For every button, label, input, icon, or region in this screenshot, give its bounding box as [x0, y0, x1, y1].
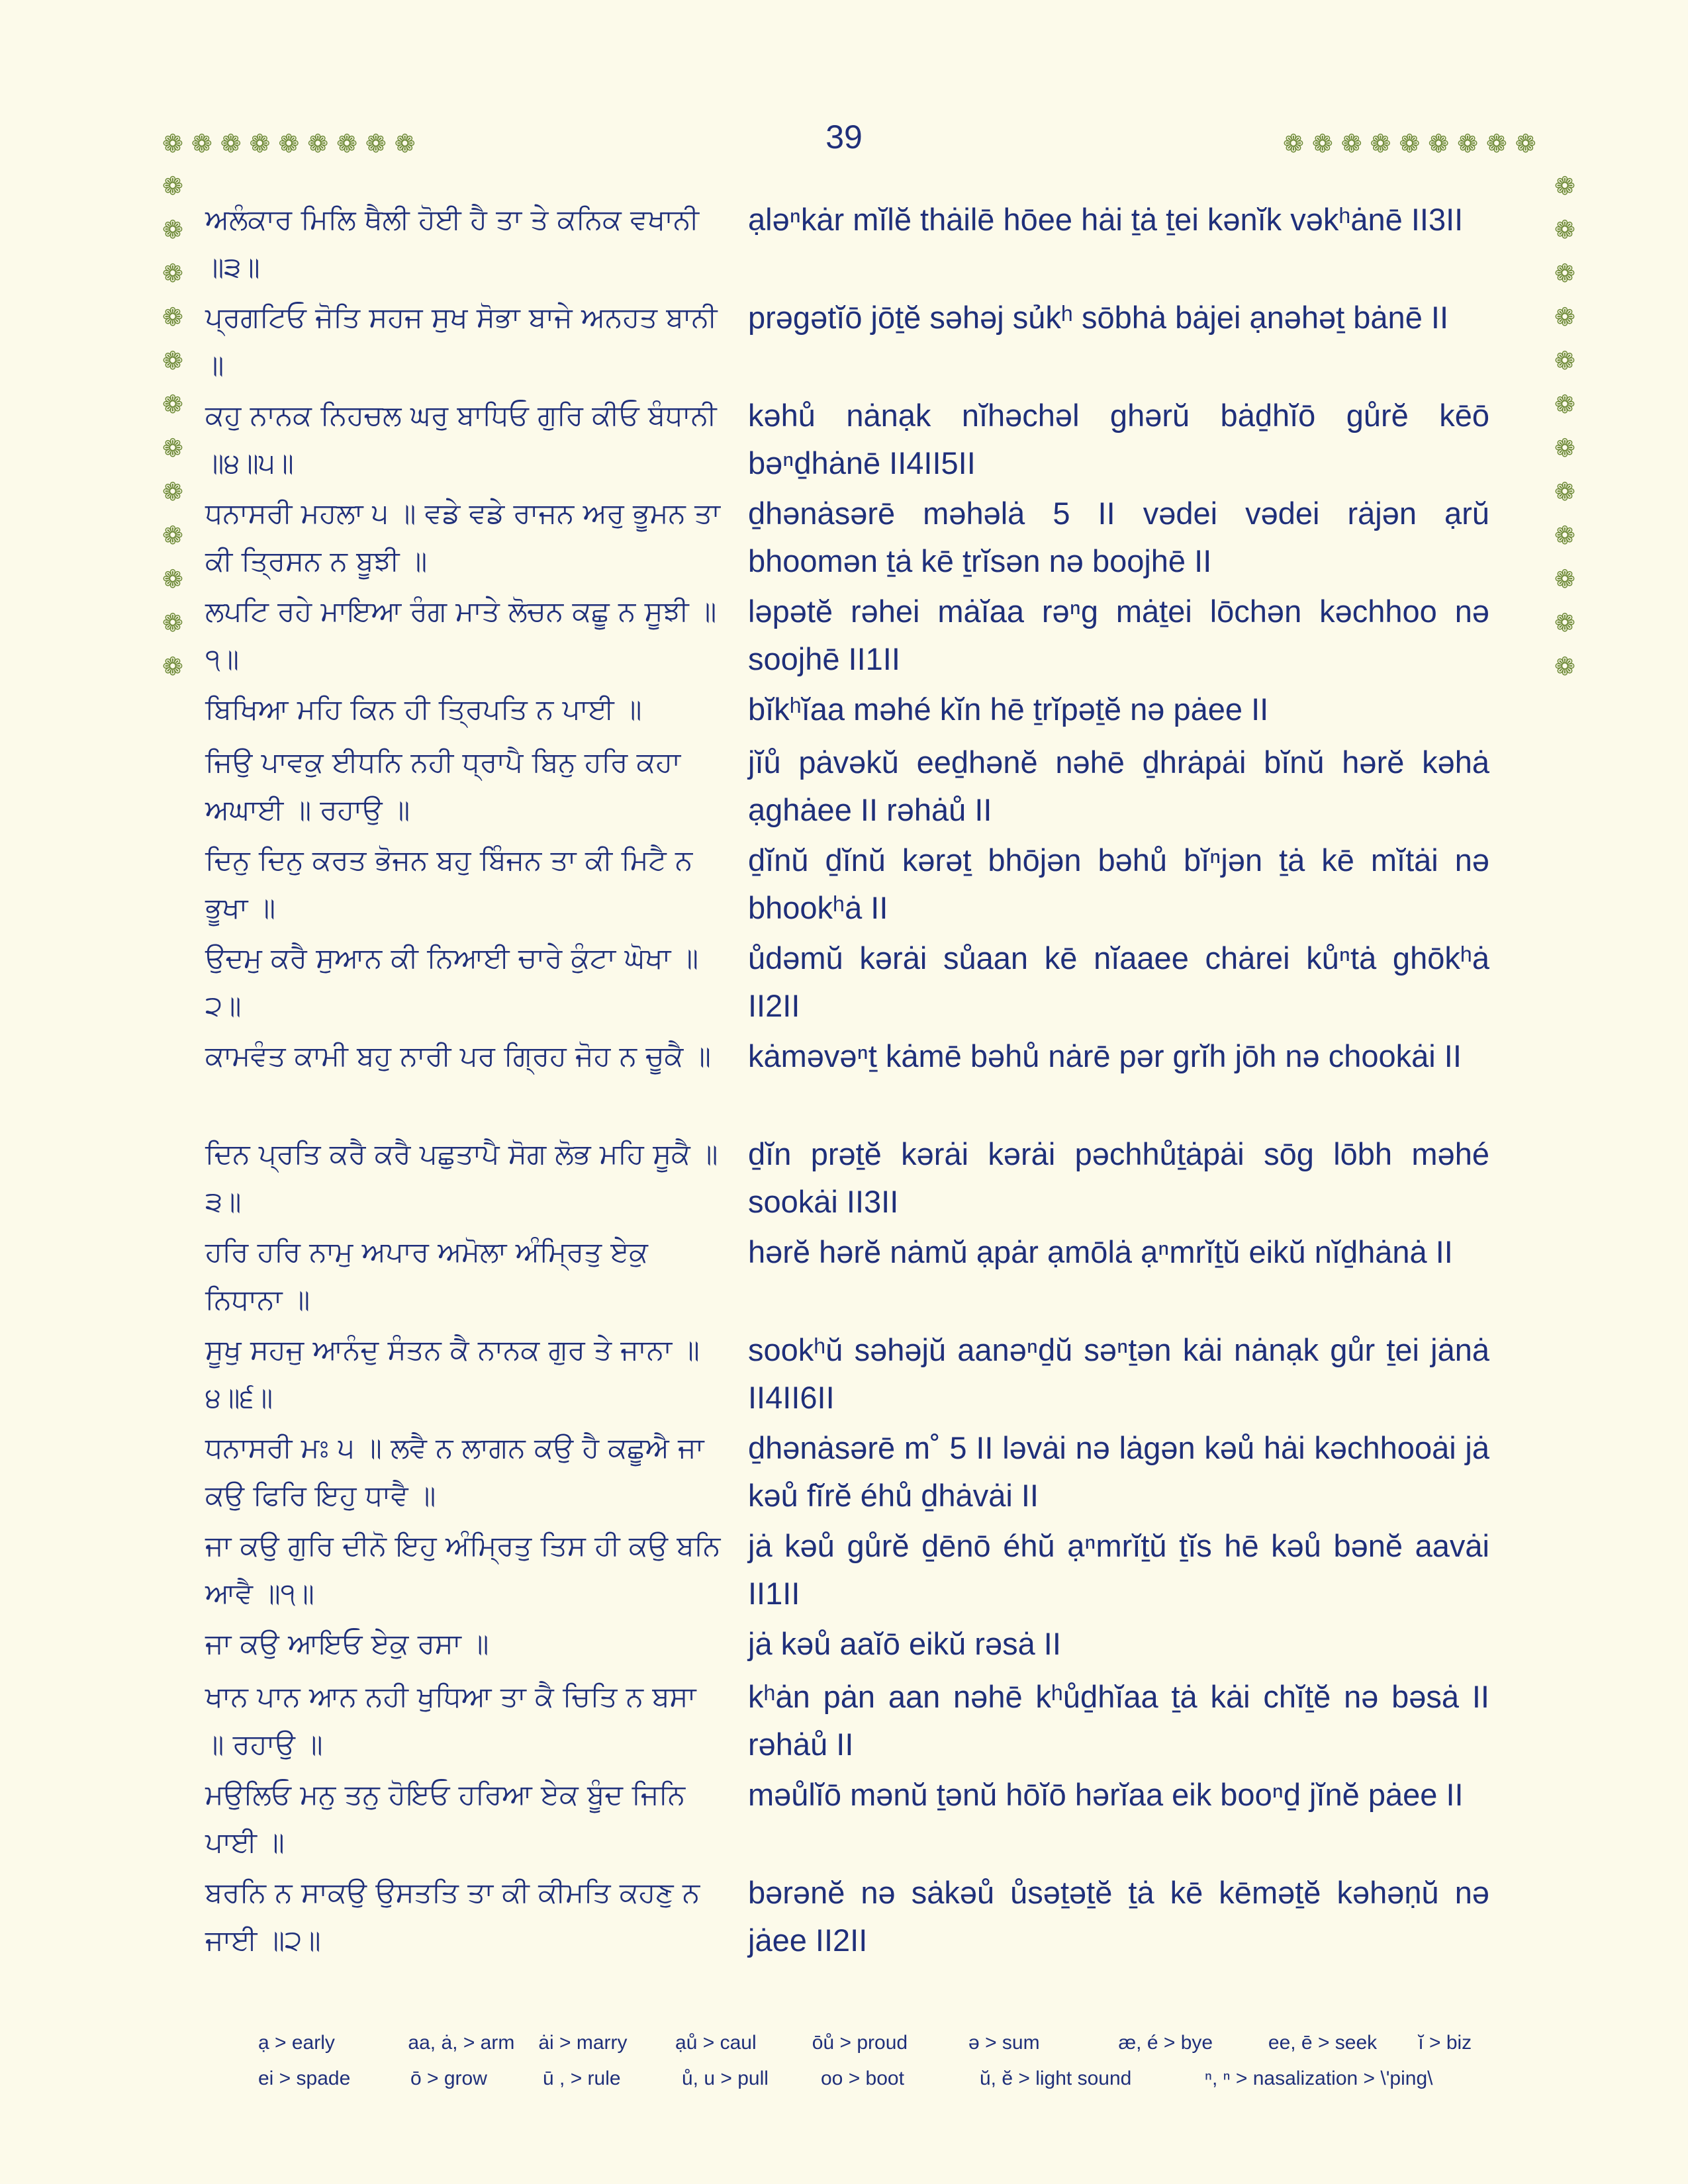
- transliteration-text: ḏhənȧsərē m˚ 5 II ləvȧi nə lȧgən kəů hȧi kəchhooȧi jȧ kəů fĭrĕ éhů ḏhȧvȧi II: [748, 1430, 1489, 1513]
- flower-ornament-icon: ❁: [1515, 129, 1536, 158]
- legend-item: oo > boot: [821, 2068, 904, 2089]
- legend-item: ȧi > marry: [538, 2032, 628, 2054]
- flower-ornament-icon: ❁: [162, 477, 183, 506]
- gurmukhi-text: ਜਿਉ ਪਾਵਕੁ ਈਧਨਿ ਨਹੀ ਧ੍ਰਾਪੈ ਬਿਨੁ ਹਰਿ ਕਹਾ ਅਘਾਈ ॥ ਰਹਾਉ ॥: [205, 746, 681, 826]
- verse-row: [205, 739, 1523, 837]
- gurmukhi-text: ਦਿਨੁ ਦਿਨੁ ਕਰਤ ਭੋਜਨ ਬਹੁ ਬਿੰਜਨ ਤਾ ਕੀ ਮਿਟੈ ਨ ਭੂਖਾ ॥: [205, 844, 693, 924]
- legend-item: ŭ, ĕ > light sound: [980, 2068, 1132, 2089]
- flower-ornament-icon: ❁: [1554, 433, 1575, 463]
- transliteration-text: bərənĕ nə sȧkəů ůsəṯəṯĕ ṯȧ kē kēməṯĕ kəhəṇŭ nə jȧee II2II: [748, 1875, 1489, 1958]
- verse-row: [205, 934, 1523, 1032]
- legend-row: [258, 2068, 1516, 2090]
- flower-ornament-icon: ❁: [1554, 259, 1575, 288]
- gurmukhi-text: ਧਨਾਸਰੀ ਮਃ ੫ ॥ ਲਵੈ ਨ ਲਾਗਨ ਕਉ ਹੈ ਕਛੂਐ ਜਾ ਕਉ ਫਿਰਿ ਇਹੁ ਧਾਵੈ ॥: [205, 1432, 704, 1512]
- verse-row: [205, 1326, 1523, 1424]
- gurmukhi-text: ਅਲੰਕਾਰ ਮਿਲਿ ਥੈਲੀ ਹੋਈ ਹੈ ਤਾ ਤੇ ਕਨਿਕ ਵਖਾਨੀ ॥੩॥: [205, 203, 699, 283]
- transliteration-text: kʰȧn pȧn aan nəhē kʰůḏhĭaa ṯȧ kȧi chĭṯĕ nə bəsȧ II rəhȧů II: [748, 1679, 1489, 1762]
- legend-item: æ, é > bye: [1118, 2032, 1213, 2054]
- gurmukhi-text: ਦਿਨ ਪ੍ਰਤਿ ਕਰੈ ਕਰੈ ਪਛੁਤਾਪੈ ਸੋਗ ਲੋਭ ਮਹਿ ਸੂਕੈ ॥੩॥: [205, 1138, 718, 1218]
- flower-ornament-icon: ❁: [162, 652, 183, 681]
- flower-ornament-icon: ❁: [336, 129, 357, 158]
- flower-ornament-icon: ❁: [1457, 129, 1478, 158]
- flower-ornament-icon: ❁: [1554, 521, 1575, 550]
- verse-row: [205, 196, 1523, 294]
- gurmukhi-text: ਸੂਖੁ ਸਹਜੁ ਆਨੰਦੁ ਸੰਤਨ ਕੈ ਨਾਨਕ ਗੁਰ ਤੇ ਜਾਨਾ ॥੪॥੬॥: [205, 1334, 700, 1414]
- flower-ornament-icon: ❁: [1554, 565, 1575, 594]
- flower-ornament-icon: ❁: [1340, 129, 1362, 158]
- verse-row: [205, 1522, 1523, 1620]
- legend-item: aa, ȧ, > arm: [408, 2032, 515, 2054]
- flower-ornament-icon: ❁: [162, 171, 183, 201]
- gurmukhi-text: ਧਨਾਸਰੀ ਮਹਲਾ ੫ ॥ ਵਡੇ ਵਡੇ ਰਾਜਨ ਅਰੁ ਭੂਮਨ ਤਾ ਕੀ ਤ੍ਰਿਸਨ ਨ ਬੂਝੀ ॥: [205, 497, 721, 577]
- verse-row: [205, 1424, 1523, 1522]
- flower-ornament-icon: ❁: [162, 302, 183, 332]
- verse-row: [205, 1130, 1523, 1228]
- flower-ornament-icon: ❁: [162, 608, 183, 637]
- legend-item: ĭ > biz: [1418, 2032, 1472, 2054]
- ornament-right-column: [1554, 173, 1575, 679]
- flower-ornament-icon: ❁: [162, 433, 183, 463]
- legend-item: ū , > rule: [543, 2068, 621, 2089]
- flower-ornament-icon: ❁: [1311, 129, 1333, 158]
- flower-ornament-icon: ❁: [162, 129, 183, 158]
- legend-item: ō > grow: [410, 2068, 487, 2089]
- transliteration-text: ləpətĕ rəhei mȧĭaa rəⁿg mȧṯei lōchən kəchhoo nə soojhē II1II: [748, 594, 1489, 676]
- verse-row: [205, 1771, 1523, 1869]
- legend-item: ạ > early: [258, 2032, 335, 2054]
- flower-ornament-icon: ❁: [278, 129, 300, 158]
- transliteration-text: prəgətĭō jōṯĕ səhəj sủkʰ sōbhȧ bȧjei ạnəhəṯ bȧnē II: [748, 300, 1449, 335]
- verse-row: [205, 1228, 1523, 1326]
- transliteration-text: kȧməvəⁿṯ kȧmē bəhů nȧrē pər grĭh jōh nə chookȧi II: [748, 1038, 1462, 1073]
- gurmukhi-text: ਮਉਲਿਓ ਮਨੁ ਤਨੁ ਹੋਇਓ ਹਰਿਆ ਏਕ ਬੂੰਦ ਜਿਨਿ ਪਾਈ ॥: [205, 1778, 686, 1858]
- transliteration-text: ḏĭn prəṯĕ kərȧi kərȧi pəchhůṯȧpȧi sōg lōbh məhé sookȧi II3II: [748, 1136, 1489, 1219]
- flower-ornament-icon: ❁: [1283, 129, 1304, 158]
- verse-row: [205, 490, 1523, 588]
- legend-item: ōů > proud: [812, 2032, 908, 2054]
- verse-row: [205, 686, 1523, 739]
- verse-row: [205, 1673, 1523, 1771]
- flower-ornament-icon: ❁: [1554, 477, 1575, 506]
- gurmukhi-text: ਜਾ ਕਉ ਆਇਓ ਏਕੁ ਰਸਾ ॥: [205, 1627, 489, 1660]
- gurmukhi-text: ਜਾ ਕਉ ਗੁਰਿ ਦੀਨੋ ਇਹੁ ਅੰਮ੍ਰਿਤੁ ਤਿਸ ਹੀ ਕਉ ਬਨਿ ਆਵੈ ॥੧॥: [205, 1529, 721, 1610]
- legend-row: [258, 2032, 1516, 2054]
- gurmukhi-text: ਕਾਮਵੰਤ ਕਾਮੀ ਬਹੁ ਨਾਰੀ ਪਰ ਗ੍ਰਿਹ ਜੋਹ ਨ ਚੂਕੈ ॥: [205, 1040, 711, 1072]
- transliteration-text: ḏhənȧsərē məhəlȧ 5 II vədei vədei rȧjən ạrŭ bhoomən ṯȧ kē ṯrĭsən nə boojhē II: [748, 496, 1489, 578]
- flower-ornament-icon: ❁: [162, 565, 183, 594]
- gurmukhi-text: ਖਾਨ ਪਾਨ ਆਨ ਨਹੀ ਖੁਧਿਆ ਤਾ ਕੈ ਚਿਤਿ ਨ ਬਸਾ ॥ ਰਹਾਉ ॥: [205, 1680, 696, 1760]
- gurmukhi-text: ਬਰਨਿ ਨ ਸਾਕਉ ਉਸਤਤਿ ਤਾ ਕੀ ਕੀਮਤਿ ਕਹਣੁ ਨ ਜਾਈ ॥੨॥: [205, 1876, 700, 1956]
- pronunciation-legend: [258, 2032, 1516, 2103]
- transliteration-text: məůlĭō mənŭ ṯənŭ hōĭō hərĭaa eik booⁿḏ jĭnĕ pȧee II: [748, 1777, 1464, 1812]
- ornament-left-column: [162, 173, 183, 679]
- transliteration-text: ḏĭnŭ ḏĭnŭ kərəṯ bhōjən bəhů bĭⁿjən ṯȧ kē mĭtȧi nə bhookʰȧ II: [748, 842, 1489, 925]
- gurmukhi-text: ਪ੍ਰਗਟਿਓ ਜੋਤਿ ਸਹਜ ਸੁਖ ਸੋਭਾ ਬਾਜੇ ਅਨਹਤ ਬਾਨੀ ॥: [205, 301, 718, 381]
- flower-ornament-icon: ❁: [1428, 129, 1450, 158]
- flower-ornament-icon: ❁: [162, 390, 183, 419]
- gurmukhi-text: ਹਰਿ ਹਰਿ ਨਾਮੁ ਅਪਾਰ ਅਮੋਲਾ ਅੰਮ੍ਰਿਤੁ ਏਕੁ ਨਿਧਾਨਾ ॥: [205, 1236, 648, 1316]
- legend-item: ei > spade: [258, 2068, 351, 2089]
- flower-ornament-icon: ❁: [1554, 302, 1575, 332]
- flower-ornament-icon: ❁: [1554, 171, 1575, 201]
- flower-ornament-icon: ❁: [365, 129, 387, 158]
- transliteration-text: kəhů nȧnạk nĭhəchəl ghərŭ bȧḏhĭō gůrĕ kēō bəⁿḏhȧnē II4II5II: [748, 398, 1489, 480]
- flower-ornament-icon: ❁: [162, 521, 183, 550]
- legend-item: ⁿ, ⁿ > nasalization > \'ping\: [1205, 2068, 1433, 2089]
- flower-ornament-icon: ❁: [191, 129, 212, 158]
- gurmukhi-text: ਬਿਖਿਆ ਮਹਿ ਕਿਨ ਹੀ ਤ੍ਰਿਪਤਿ ਨ ਪਾਈ ॥: [205, 693, 642, 725]
- flower-ornament-icon: ❁: [307, 129, 329, 158]
- verse-row: [205, 837, 1523, 934]
- transliteration-text: jȧ kəů gůrĕ ḏēnō éhŭ ạⁿmrĭṯŭ ṯĭs hē kəů bənĕ aavȧi II1II: [748, 1528, 1489, 1611]
- flower-ornament-icon: ❁: [1554, 215, 1575, 244]
- transliteration-text: ůdəmŭ kərȧi sůaan kē nĭaaee chȧrei kůⁿtȧ ghōkʰȧ II2II: [748, 940, 1489, 1023]
- legend-item: ů, u > pull: [682, 2068, 769, 2089]
- flower-ornament-icon: ❁: [1370, 129, 1391, 158]
- flower-ornament-icon: ❁: [1554, 608, 1575, 637]
- verse-row: [205, 294, 1523, 392]
- transliteration-text: hərĕ hərĕ nȧmŭ ạpȧr ạmōlȧ ạⁿmrĭṯŭ eikŭ nĭḏhȧnȧ II: [748, 1234, 1453, 1269]
- flower-ornament-icon: ❁: [162, 215, 183, 244]
- transliteration-text: jĭů pȧvəkŭ eeḏhənĕ nəhē ḏhrȧpȧi bĭnŭ hərĕ kəhȧ ạghȧee II rəhȧů II: [748, 745, 1489, 827]
- flower-ornament-icon: ❁: [1485, 129, 1507, 158]
- flower-ornament-icon: ❁: [394, 129, 416, 158]
- gurmukhi-text: ਲਪਟਿ ਰਹੇ ਮਾਇਆ ਰੰਗ ਮਾਤੇ ਲੋਚਨ ਕਛੂ ਨ ਸੂਝੀ ॥੧॥: [205, 595, 717, 675]
- transliteration-text: ạləⁿkȧr mĭlĕ thȧilē hōee hȧi ṯȧ ṯei kənĭk vəkʰȧnē II3II: [748, 202, 1464, 237]
- verse-row: [205, 1620, 1523, 1673]
- flower-ornament-icon: ❁: [1399, 129, 1421, 158]
- verse-row: [205, 1032, 1523, 1130]
- legend-item: ee, ē > seek: [1268, 2032, 1378, 2054]
- ornament-top-left: [162, 131, 416, 156]
- flower-ornament-icon: ❁: [162, 259, 183, 288]
- verse-row: [205, 1869, 1523, 1967]
- flower-ornament-icon: ❁: [1554, 390, 1575, 419]
- transliteration-text: bĭkʰĭaa məhé kĭn hē ṯrĭpəṯĕ nə pȧee II: [748, 692, 1269, 727]
- flower-ornament-icon: ❁: [249, 129, 271, 158]
- transliteration-text: sookʰŭ səhəjŭ aanəⁿḏŭ səⁿṯən kȧi nȧnạk gůr ṯei jȧnȧ II4II6II: [748, 1332, 1489, 1415]
- legend-item: ə > sum: [968, 2032, 1040, 2054]
- gurmukhi-text: ਕਹੁ ਨਾਨਕ ਨਿਹਚਲ ਘਰੁ ਬਾਧਿਓ ਗੁਰਿ ਕੀਓ ਬੰਧਾਨੀ ॥੪॥੫॥: [205, 399, 717, 479]
- flower-ornament-icon: ❁: [1554, 346, 1575, 375]
- flower-ornament-icon: ❁: [1554, 652, 1575, 681]
- verse-list: [205, 196, 1523, 1967]
- page-number: 39: [825, 118, 863, 156]
- transliteration-text: jȧ kəů aaĭō eikŭ rəsȧ II: [748, 1626, 1061, 1661]
- verse-row: [205, 392, 1523, 490]
- flower-ornament-icon: ❁: [220, 129, 242, 158]
- verse-row: [205, 588, 1523, 686]
- flower-ornament-icon: ❁: [162, 346, 183, 375]
- ornament-top-right: [1283, 131, 1536, 156]
- gurmukhi-text: ਉਦਮੁ ਕਰੈ ਸੁਆਨ ਕੀ ਨਿਆਈ ਚਾਰੇ ਕੁੰਟਾ ਘੋਖਾ ॥੨॥: [205, 942, 699, 1022]
- legend-item: ạů > caul: [675, 2032, 757, 2054]
